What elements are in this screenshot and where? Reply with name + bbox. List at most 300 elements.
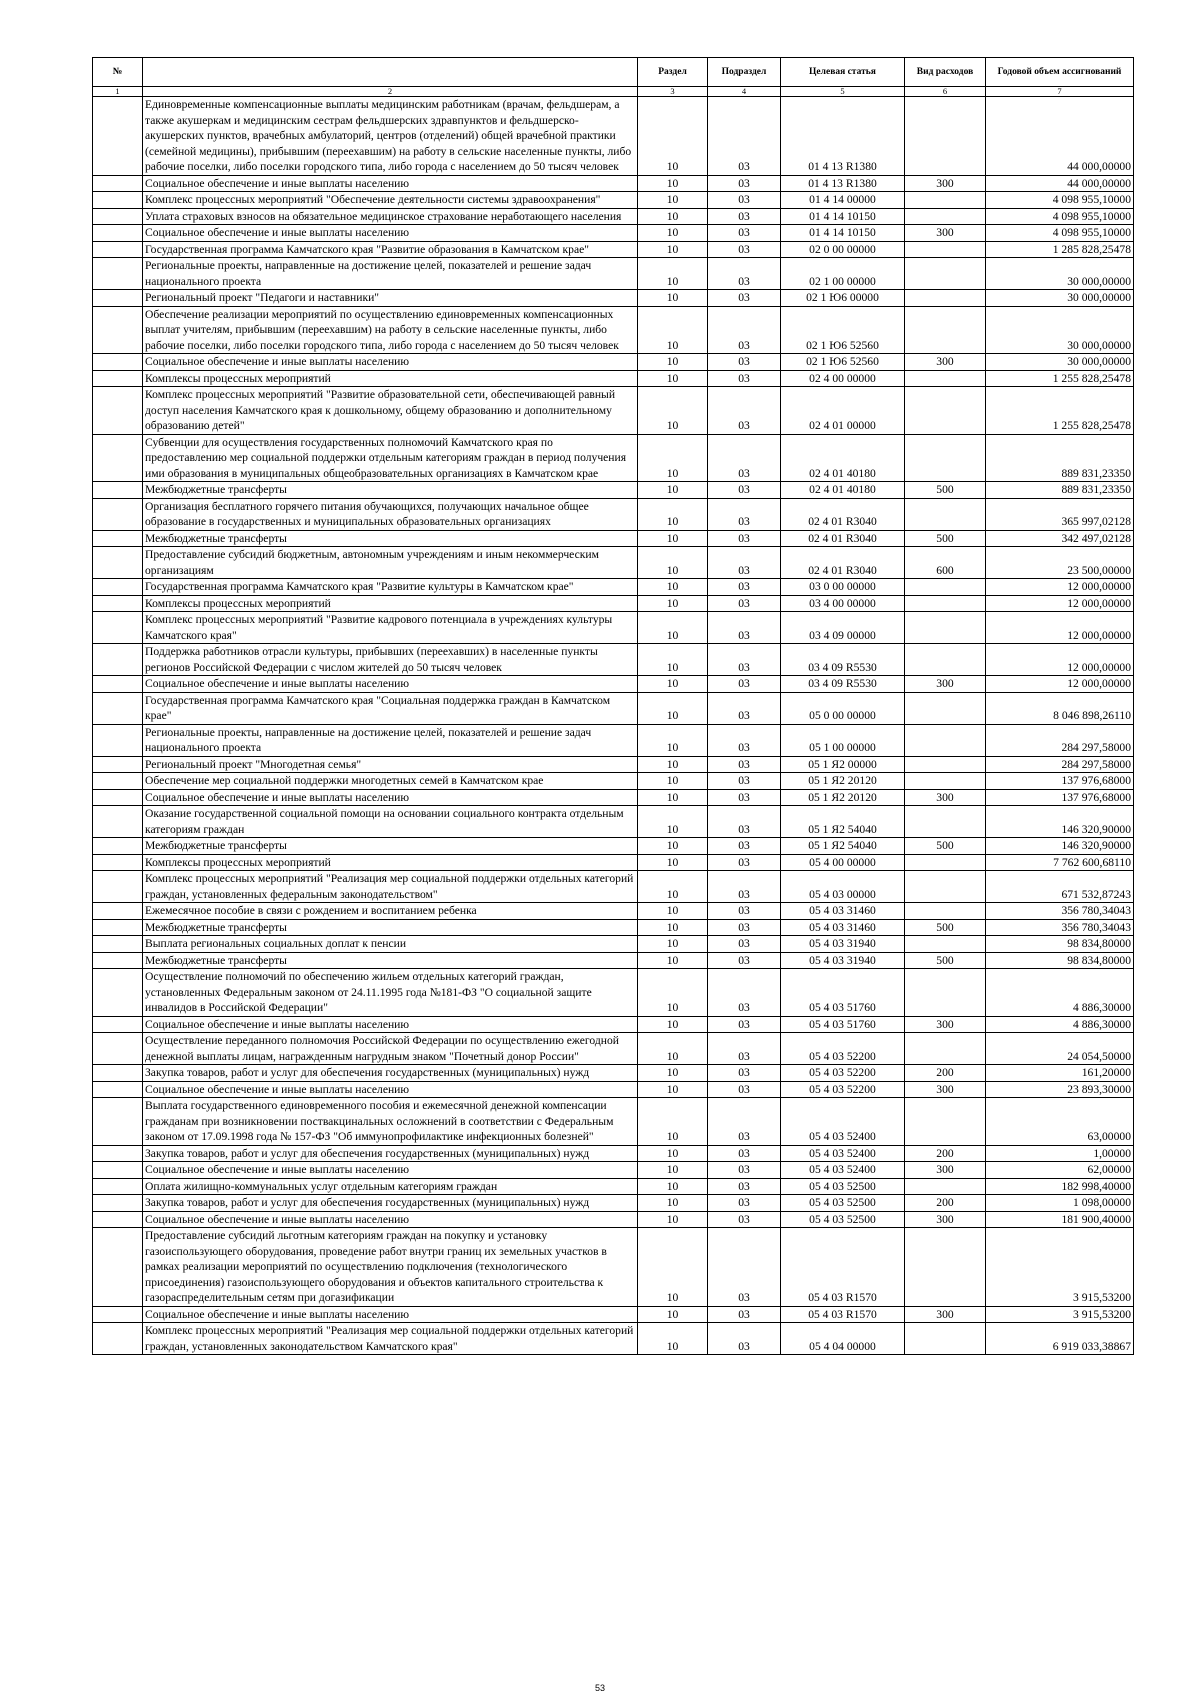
target-article-cell: 05 4 03 52200 xyxy=(781,1065,905,1082)
column-number: 4 xyxy=(708,87,781,97)
row-number-cell xyxy=(93,676,143,693)
target-article-cell: 05 4 04 00000 xyxy=(781,1323,905,1355)
podrazdel-cell: 03 xyxy=(708,354,781,371)
amount-cell: 4 098 955,10000 xyxy=(986,225,1134,242)
expense-type-cell xyxy=(905,854,986,871)
expense-type-cell: 300 xyxy=(905,1081,986,1098)
amount-cell: 146 320,90000 xyxy=(986,838,1134,855)
expense-type-cell: 300 xyxy=(905,354,986,371)
table-row xyxy=(93,208,1134,225)
amount-cell: 146 320,90000 xyxy=(986,806,1134,838)
expense-type-cell: 500 xyxy=(905,530,986,547)
expense-type-cell: 500 xyxy=(905,838,986,855)
table-row xyxy=(93,952,1134,969)
item-name: Предоставление субсидий бюджетным, автономным учреждениям и иным некоммерческим организациям xyxy=(143,547,638,579)
item-name: Социальное обеспечение и иные выплаты населению xyxy=(143,175,638,192)
amount-cell: 137 976,68000 xyxy=(986,789,1134,806)
item-name: Межбюджетные трансферты xyxy=(143,838,638,855)
razdel-cell: 10 xyxy=(638,644,708,676)
item-name: Комплексы процессных мероприятий xyxy=(143,595,638,612)
item-name: Осуществление полномочий по обеспечению жильем отдельных категорий граждан, установленных Федеральным законом от 24.11.1995 года №181-ФЗ "О социальной защите инвалидов в Российской Федерации" xyxy=(143,969,638,1017)
expense-type-cell xyxy=(905,579,986,596)
table-row xyxy=(93,225,1134,242)
podrazdel-cell: 03 xyxy=(708,644,781,676)
podrazdel-cell: 03 xyxy=(708,1098,781,1146)
item-name: Комплекс процессных мероприятий "Развитие кадрового потенциала в учреждениях культуры Камчатского края" xyxy=(143,612,638,644)
column-number: 6 xyxy=(905,87,986,97)
podrazdel-cell: 03 xyxy=(708,1145,781,1162)
razdel-cell: 10 xyxy=(638,1323,708,1355)
row-number-cell xyxy=(93,903,143,920)
podrazdel-cell: 03 xyxy=(708,612,781,644)
row-number-cell xyxy=(93,258,143,290)
amount-cell: 23 500,00000 xyxy=(986,547,1134,579)
podrazdel-cell: 03 xyxy=(708,387,781,435)
razdel-cell: 10 xyxy=(638,1178,708,1195)
item-name: Комплексы процессных мероприятий xyxy=(143,854,638,871)
item-name: Межбюджетные трансферты xyxy=(143,482,638,499)
podrazdel-cell: 03 xyxy=(708,1228,781,1307)
target-article-cell: 05 4 03 52400 xyxy=(781,1098,905,1146)
podrazdel-cell: 03 xyxy=(708,1065,781,1082)
table-row xyxy=(93,756,1134,773)
row-number-cell xyxy=(93,1145,143,1162)
target-article-cell: 02 4 01 40180 xyxy=(781,482,905,499)
target-article-cell: 05 4 00 00000 xyxy=(781,854,905,871)
item-name: Социальное обеспечение и иные выплаты населению xyxy=(143,1211,638,1228)
table-row xyxy=(93,97,1134,176)
expense-type-cell: 600 xyxy=(905,547,986,579)
item-name: Социальное обеспечение и иные выплаты населению xyxy=(143,1306,638,1323)
podrazdel-cell: 03 xyxy=(708,1323,781,1355)
target-article-cell: 05 4 03 31940 xyxy=(781,952,905,969)
table-row xyxy=(93,290,1134,307)
razdel-cell: 10 xyxy=(638,498,708,530)
target-article-cell: 01 4 13 R1380 xyxy=(781,97,905,176)
razdel-cell: 10 xyxy=(638,1306,708,1323)
podrazdel-cell: 03 xyxy=(708,676,781,693)
item-name: Социальное обеспечение и иные выплаты населению xyxy=(143,1081,638,1098)
amount-cell: 7 762 600,68110 xyxy=(986,854,1134,871)
razdel-cell: 10 xyxy=(638,241,708,258)
item-name: Выплата государственного единовременного пособия и ежемесячной денежной компенсации гражданам при возникновении поствакцинальных осложнений в соответствии с Федеральным законом от 17.09.1998 года № 157-ФЗ "Об иммунопрофилактике инфекционных болезней" xyxy=(143,1098,638,1146)
podrazdel-cell: 03 xyxy=(708,773,781,790)
expense-type-cell xyxy=(905,724,986,756)
razdel-cell: 10 xyxy=(638,724,708,756)
item-name: Уплата страховых взносов на обязательное медицинское страхование неработающего населения xyxy=(143,208,638,225)
razdel-cell: 10 xyxy=(638,871,708,903)
amount-cell: 44 000,00000 xyxy=(986,175,1134,192)
amount-cell: 671 532,87243 xyxy=(986,871,1134,903)
razdel-cell: 10 xyxy=(638,1098,708,1146)
target-article-cell: 05 1 Я2 20120 xyxy=(781,789,905,806)
razdel-cell: 10 xyxy=(638,969,708,1017)
row-number-cell xyxy=(93,612,143,644)
budget-table xyxy=(92,57,1134,1355)
item-name: Организация бесплатного горячего питания обучающихся, получающих начальное общее образование в государственных и муниципальных образовательных организациях xyxy=(143,498,638,530)
target-article-cell: 05 4 03 52400 xyxy=(781,1162,905,1179)
expense-type-cell xyxy=(905,903,986,920)
razdel-cell: 10 xyxy=(638,208,708,225)
row-number-cell xyxy=(93,756,143,773)
amount-cell: 1,00000 xyxy=(986,1145,1134,1162)
amount-cell: 24 054,50000 xyxy=(986,1033,1134,1065)
podrazdel-cell: 03 xyxy=(708,838,781,855)
item-name: Закупка товаров, работ и услуг для обеспечения государственных (муниципальных) нужд xyxy=(143,1145,638,1162)
razdel-cell: 10 xyxy=(638,789,708,806)
podrazdel-cell: 03 xyxy=(708,1306,781,1323)
page-number: 53 xyxy=(594,1683,605,1693)
budget-sheet xyxy=(92,57,1133,1355)
expense-type-cell xyxy=(905,806,986,838)
razdel-cell: 10 xyxy=(638,903,708,920)
item-name: Социальное обеспечение и иные выплаты населению xyxy=(143,1016,638,1033)
expense-type-cell xyxy=(905,97,986,176)
target-article-cell: 01 4 14 00000 xyxy=(781,192,905,209)
amount-cell: 365 997,02128 xyxy=(986,498,1134,530)
column-number: 5 xyxy=(781,87,905,97)
row-number-cell xyxy=(93,1065,143,1082)
razdel-cell: 10 xyxy=(638,192,708,209)
podrazdel-cell: 03 xyxy=(708,241,781,258)
amount-cell: 284 297,58000 xyxy=(986,756,1134,773)
amount-cell: 12 000,00000 xyxy=(986,644,1134,676)
razdel-cell: 10 xyxy=(638,175,708,192)
header-vid: Вид расходов xyxy=(905,58,986,87)
table-row xyxy=(93,498,1134,530)
table-row xyxy=(93,612,1134,644)
header-name xyxy=(143,58,638,87)
target-article-cell: 05 4 03 52500 xyxy=(781,1211,905,1228)
razdel-cell: 10 xyxy=(638,258,708,290)
amount-cell: 12 000,00000 xyxy=(986,595,1134,612)
table-row xyxy=(93,1016,1134,1033)
table-row xyxy=(93,724,1134,756)
table-row xyxy=(93,676,1134,693)
expense-type-cell xyxy=(905,1033,986,1065)
table-row xyxy=(93,1081,1134,1098)
table-row xyxy=(93,306,1134,354)
podrazdel-cell: 03 xyxy=(708,192,781,209)
row-number-cell xyxy=(93,1211,143,1228)
table-row xyxy=(93,919,1134,936)
row-number-cell xyxy=(93,1081,143,1098)
target-article-cell: 01 4 14 10150 xyxy=(781,208,905,225)
item-name: Поддержка работников отрасли культуры, прибывших (переехавших) в населенные пункты регионов Российской Федерации с числом жителей до 50 тысяч человек xyxy=(143,644,638,676)
podrazdel-cell: 03 xyxy=(708,225,781,242)
podrazdel-cell: 03 xyxy=(708,97,781,176)
table-row xyxy=(93,1145,1134,1162)
item-name: Выплата региональных социальных доплат к пенсии xyxy=(143,936,638,953)
razdel-cell: 10 xyxy=(638,952,708,969)
row-number-cell xyxy=(93,969,143,1017)
podrazdel-cell: 03 xyxy=(708,919,781,936)
header-target: Целевая статья xyxy=(781,58,905,87)
razdel-cell: 10 xyxy=(638,1162,708,1179)
podrazdel-cell: 03 xyxy=(708,1033,781,1065)
row-number-cell xyxy=(93,241,143,258)
table-row xyxy=(93,1228,1134,1307)
amount-cell: 4 098 955,10000 xyxy=(986,208,1134,225)
podrazdel-cell: 03 xyxy=(708,969,781,1017)
expense-type-cell: 200 xyxy=(905,1195,986,1212)
item-name: Комплекс процессных мероприятий "Реализация мер социальной поддержки отдельных категорий граждан, установленных федеральным законодательством" xyxy=(143,871,638,903)
row-number-cell xyxy=(93,1178,143,1195)
item-name: Государственная программа Камчатского края "Развитие образования в Камчатском крае" xyxy=(143,241,638,258)
row-number-cell xyxy=(93,208,143,225)
expense-type-cell xyxy=(905,192,986,209)
podrazdel-cell: 03 xyxy=(708,936,781,953)
expense-type-cell xyxy=(905,498,986,530)
expense-type-cell xyxy=(905,756,986,773)
amount-cell: 1 098,00000 xyxy=(986,1195,1134,1212)
podrazdel-cell: 03 xyxy=(708,547,781,579)
target-article-cell: 03 4 00 00000 xyxy=(781,595,905,612)
podrazdel-cell: 03 xyxy=(708,530,781,547)
row-number-cell xyxy=(93,530,143,547)
razdel-cell: 10 xyxy=(638,612,708,644)
razdel-cell: 10 xyxy=(638,290,708,307)
row-number-cell xyxy=(93,97,143,176)
amount-cell: 4 886,30000 xyxy=(986,1016,1134,1033)
target-article-cell: 02 4 01 40180 xyxy=(781,434,905,482)
amount-cell: 30 000,00000 xyxy=(986,306,1134,354)
table-row xyxy=(93,1098,1134,1146)
table-row xyxy=(93,854,1134,871)
row-number-cell xyxy=(93,482,143,499)
amount-cell: 30 000,00000 xyxy=(986,354,1134,371)
item-name: Комплексы процессных мероприятий xyxy=(143,370,638,387)
amount-cell: 1 285 828,25478 xyxy=(986,241,1134,258)
expense-type-cell: 300 xyxy=(905,789,986,806)
podrazdel-cell: 03 xyxy=(708,579,781,596)
podrazdel-cell: 03 xyxy=(708,1081,781,1098)
row-number-cell xyxy=(93,871,143,903)
expense-type-cell xyxy=(905,936,986,953)
podrazdel-cell: 03 xyxy=(708,789,781,806)
expense-type-cell xyxy=(905,434,986,482)
row-number-cell xyxy=(93,579,143,596)
amount-cell: 1 255 828,25478 xyxy=(986,387,1134,435)
item-name: Социальное обеспечение и иные выплаты населению xyxy=(143,354,638,371)
table-row xyxy=(93,806,1134,838)
row-number-cell xyxy=(93,498,143,530)
razdel-cell: 10 xyxy=(638,547,708,579)
row-number-cell xyxy=(93,225,143,242)
item-name: Предоставление субсидий льготным категориям граждан на покупку и установку газоиспользующего оборудования, проведение работ внутри границ их земельных участков в рамках реализации мероприятий по осуществлению подключения (технологического присоединения) газоиспользующего оборудования и объектов капитального строительства к газораспределительным сетям при догазификации xyxy=(143,1228,638,1307)
expense-type-cell xyxy=(905,208,986,225)
row-number-cell xyxy=(93,789,143,806)
expense-type-cell: 500 xyxy=(905,482,986,499)
target-article-cell: 05 4 03 00000 xyxy=(781,871,905,903)
expense-type-cell xyxy=(905,1228,986,1307)
razdel-cell: 10 xyxy=(638,1211,708,1228)
target-article-cell: 01 4 14 10150 xyxy=(781,225,905,242)
table-row xyxy=(93,936,1134,953)
table-row xyxy=(93,192,1134,209)
amount-cell: 98 834,80000 xyxy=(986,936,1134,953)
amount-cell: 356 780,34043 xyxy=(986,919,1134,936)
column-number: 2 xyxy=(143,87,638,97)
razdel-cell: 10 xyxy=(638,1145,708,1162)
amount-cell: 284 297,58000 xyxy=(986,724,1134,756)
amount-cell: 23 893,30000 xyxy=(986,1081,1134,1098)
target-article-cell: 02 4 01 00000 xyxy=(781,387,905,435)
item-name: Региональный проект "Многодетная семья" xyxy=(143,756,638,773)
table-row xyxy=(93,595,1134,612)
podrazdel-cell: 03 xyxy=(708,290,781,307)
row-number-cell xyxy=(93,1098,143,1146)
target-article-cell: 05 4 03 R1570 xyxy=(781,1306,905,1323)
target-article-cell: 05 1 Я2 00000 xyxy=(781,756,905,773)
expense-type-cell xyxy=(905,387,986,435)
row-number-cell xyxy=(93,1228,143,1307)
razdel-cell: 10 xyxy=(638,1081,708,1098)
target-article-cell: 02 4 01 R3040 xyxy=(781,547,905,579)
podrazdel-cell: 03 xyxy=(708,208,781,225)
amount-cell: 12 000,00000 xyxy=(986,676,1134,693)
table-row xyxy=(93,434,1134,482)
amount-cell: 30 000,00000 xyxy=(986,290,1134,307)
target-article-cell: 03 4 09 R5530 xyxy=(781,644,905,676)
header-amount: Годовой объем ассигнований xyxy=(986,58,1134,87)
row-number-cell xyxy=(93,306,143,354)
row-number-cell xyxy=(93,387,143,435)
row-number-cell xyxy=(93,773,143,790)
table-row xyxy=(93,773,1134,790)
item-name: Комплекс процессных мероприятий "Обеспечение деятельности системы здравоохранения" xyxy=(143,192,638,209)
razdel-cell: 10 xyxy=(638,756,708,773)
razdel-cell: 10 xyxy=(638,919,708,936)
row-number-cell xyxy=(93,1016,143,1033)
target-article-cell: 02 1 Ю6 52560 xyxy=(781,354,905,371)
expense-type-cell: 300 xyxy=(905,175,986,192)
target-article-cell: 05 4 03 31940 xyxy=(781,936,905,953)
row-number-cell xyxy=(93,1033,143,1065)
razdel-cell: 10 xyxy=(638,225,708,242)
target-article-cell: 05 0 00 00000 xyxy=(781,692,905,724)
target-article-cell: 03 4 09 00000 xyxy=(781,612,905,644)
table-row xyxy=(93,969,1134,1017)
table-row xyxy=(93,644,1134,676)
podrazdel-cell: 03 xyxy=(708,306,781,354)
row-number-cell xyxy=(93,854,143,871)
item-name: Оплата жилищно-коммунальных услуг отдельным категориям граждан xyxy=(143,1178,638,1195)
target-article-cell: 02 1 Ю6 00000 xyxy=(781,290,905,307)
podrazdel-cell: 03 xyxy=(708,1195,781,1212)
target-article-cell: 05 4 03 51760 xyxy=(781,969,905,1017)
amount-cell: 62,00000 xyxy=(986,1162,1134,1179)
target-article-cell: 02 4 01 R3040 xyxy=(781,498,905,530)
expense-type-cell xyxy=(905,773,986,790)
razdel-cell: 10 xyxy=(638,482,708,499)
amount-cell: 8 046 898,26110 xyxy=(986,692,1134,724)
expense-type-cell: 200 xyxy=(905,1145,986,1162)
header-no: № xyxy=(93,58,143,87)
table-row xyxy=(93,871,1134,903)
amount-cell: 161,20000 xyxy=(986,1065,1134,1082)
podrazdel-cell: 03 xyxy=(708,692,781,724)
item-name: Оказание государственной социальной помощи на основании социального контракта отдельным категориям граждан xyxy=(143,806,638,838)
podrazdel-cell: 03 xyxy=(708,806,781,838)
row-number-cell xyxy=(93,838,143,855)
podrazdel-cell: 03 xyxy=(708,1016,781,1033)
table-row xyxy=(93,1065,1134,1082)
amount-cell: 12 000,00000 xyxy=(986,579,1134,596)
column-number-row xyxy=(93,87,1134,97)
target-article-cell: 02 1 00 00000 xyxy=(781,258,905,290)
table-row xyxy=(93,1306,1134,1323)
item-name: Социальное обеспечение и иные выплаты населению xyxy=(143,789,638,806)
table-row xyxy=(93,482,1134,499)
amount-cell: 889 831,23350 xyxy=(986,434,1134,482)
target-article-cell: 05 1 Я2 54040 xyxy=(781,806,905,838)
item-name: Закупка товаров, работ и услуг для обеспечения государственных (муниципальных) нужд xyxy=(143,1065,638,1082)
item-name: Государственная программа Камчатского края "Развитие культуры в Камчатском крае" xyxy=(143,579,638,596)
target-article-cell: 03 0 00 00000 xyxy=(781,579,905,596)
row-number-cell xyxy=(93,919,143,936)
table-row xyxy=(93,1162,1134,1179)
amount-cell: 182 998,40000 xyxy=(986,1178,1134,1195)
razdel-cell: 10 xyxy=(638,97,708,176)
table-row xyxy=(93,789,1134,806)
expense-type-cell xyxy=(905,241,986,258)
podrazdel-cell: 03 xyxy=(708,903,781,920)
row-number-cell xyxy=(93,175,143,192)
podrazdel-cell: 03 xyxy=(708,595,781,612)
row-number-cell xyxy=(93,644,143,676)
row-number-cell xyxy=(93,806,143,838)
razdel-cell: 10 xyxy=(638,306,708,354)
item-name: Закупка товаров, работ и услуг для обеспечения государственных (муниципальных) нужд xyxy=(143,1195,638,1212)
target-article-cell: 05 4 03 52200 xyxy=(781,1033,905,1065)
podrazdel-cell: 03 xyxy=(708,1211,781,1228)
row-number-cell xyxy=(93,595,143,612)
expense-type-cell: 300 xyxy=(905,1162,986,1179)
item-name: Региональные проекты, направленные на достижение целей, показателей и решение задач национального проекта xyxy=(143,258,638,290)
item-name: Межбюджетные трансферты xyxy=(143,530,638,547)
razdel-cell: 10 xyxy=(638,1065,708,1082)
row-number-cell xyxy=(93,192,143,209)
expense-type-cell: 500 xyxy=(905,919,986,936)
row-number-cell xyxy=(93,547,143,579)
razdel-cell: 10 xyxy=(638,936,708,953)
item-name: Межбюджетные трансферты xyxy=(143,952,638,969)
podrazdel-cell: 03 xyxy=(708,854,781,871)
item-name: Комплекс процессных мероприятий "Развитие образовательной сети, обеспечивающей равный доступ населения Камчатского края к дошкольному, общему образованию и дополнительному образованию детей" xyxy=(143,387,638,435)
header-razdel: Раздел xyxy=(638,58,708,87)
table-row xyxy=(93,1211,1134,1228)
expense-type-cell xyxy=(905,258,986,290)
target-article-cell: 05 4 03 52500 xyxy=(781,1178,905,1195)
target-article-cell: 05 4 03 31460 xyxy=(781,903,905,920)
podrazdel-cell: 03 xyxy=(708,724,781,756)
expense-type-cell xyxy=(905,871,986,903)
expense-type-cell xyxy=(905,1098,986,1146)
expense-type-cell xyxy=(905,306,986,354)
table-row xyxy=(93,241,1134,258)
target-article-cell: 05 1 00 00000 xyxy=(781,724,905,756)
razdel-cell: 10 xyxy=(638,579,708,596)
podrazdel-cell: 03 xyxy=(708,952,781,969)
expense-type-cell: 300 xyxy=(905,225,986,242)
column-number: 7 xyxy=(986,87,1134,97)
item-name: Субвенции для осуществления государственных полномочий Камчатского края по предоставлению мер социальной поддержки отдельным категориям граждан в период получения ими образования в муниципальных общеобразовательных организациях в Камчатском крае xyxy=(143,434,638,482)
item-name: Региональный проект "Педагоги и наставники" xyxy=(143,290,638,307)
row-number-cell xyxy=(93,692,143,724)
razdel-cell: 10 xyxy=(638,530,708,547)
item-name: Социальное обеспечение и иные выплаты населению xyxy=(143,1162,638,1179)
